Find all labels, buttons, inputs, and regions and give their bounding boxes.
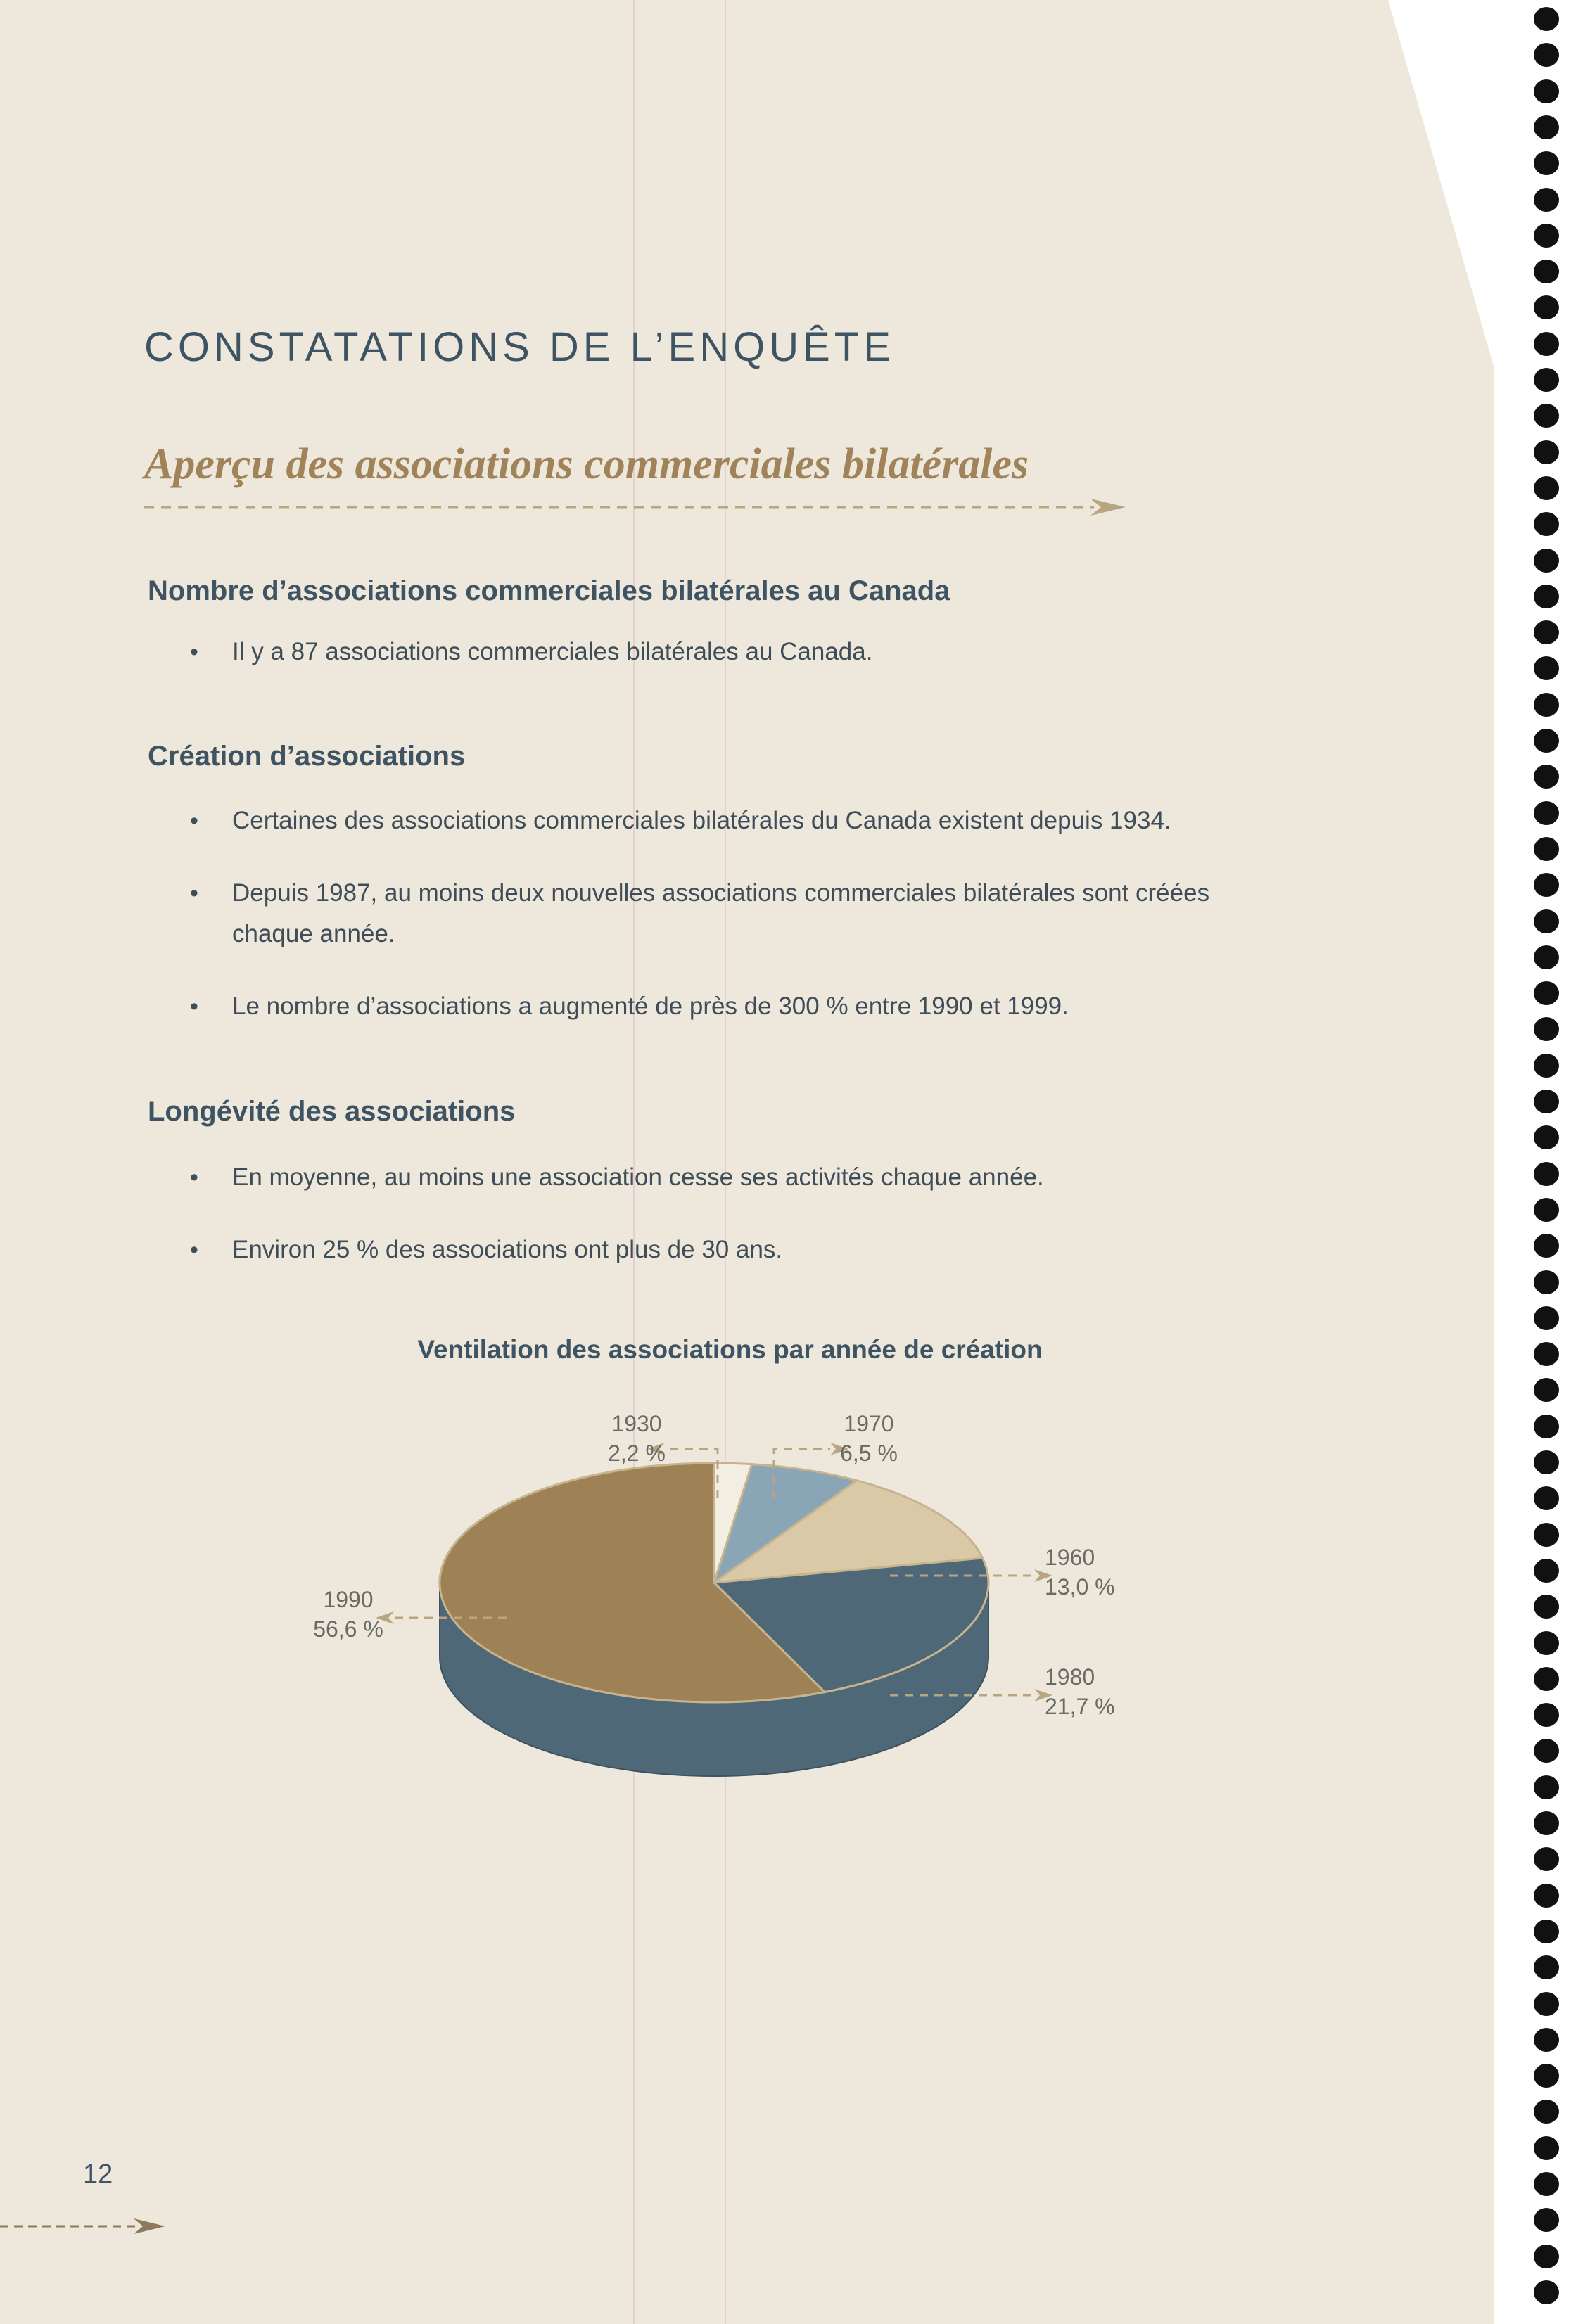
binding-ring bbox=[1534, 1955, 1559, 1979]
binding-ring bbox=[1534, 1125, 1559, 1149]
binding-ring bbox=[1534, 693, 1559, 717]
binding-ring bbox=[1534, 260, 1559, 283]
pie-label-year: 1970 bbox=[844, 1411, 894, 1436]
binding-ring bbox=[1534, 115, 1559, 139]
binding-ring bbox=[1534, 873, 1559, 897]
binding-ring bbox=[1534, 1090, 1559, 1113]
binding-ring bbox=[1534, 837, 1559, 861]
binding-ring bbox=[1534, 801, 1559, 825]
binding-ring bbox=[1534, 1234, 1559, 1258]
binding-ring bbox=[1534, 188, 1559, 212]
binding-ring bbox=[1534, 2208, 1559, 2232]
binding-ring bbox=[1534, 151, 1559, 175]
binding-ring bbox=[1534, 945, 1559, 969]
binding-ring bbox=[1534, 1017, 1559, 1041]
binding-ring bbox=[1534, 1667, 1559, 1691]
chart-title: Ventilation des associations par année de création bbox=[417, 1335, 1043, 1364]
binding-ring bbox=[1534, 224, 1559, 248]
binding-ring bbox=[1534, 2136, 1559, 2160]
bullet-list bbox=[169, 632, 1252, 672]
bullet-list bbox=[169, 800, 1252, 1027]
binding-ring bbox=[1534, 1450, 1559, 1474]
binding-ring bbox=[1534, 295, 1559, 319]
pie-label-value: 2,2 % bbox=[608, 1441, 666, 1466]
binding-ring bbox=[1534, 585, 1559, 608]
binding-ring bbox=[1534, 2028, 1559, 2052]
page-title: CONSTATATIONS DE L’ENQUÊTE bbox=[144, 324, 895, 370]
pie-label-value: 6,5 % bbox=[840, 1441, 898, 1466]
section-subtitle: Aperçu des associations commerciales bilatérales bbox=[144, 440, 1029, 488]
bullet-list bbox=[169, 1157, 1252, 1270]
binding-ring bbox=[1534, 549, 1559, 573]
binding-ring bbox=[1534, 1847, 1559, 1871]
spiral-binding bbox=[1534, 7, 1562, 2321]
binding-ring bbox=[1534, 1775, 1559, 1799]
pie-label-year: 1990 bbox=[323, 1587, 374, 1612]
binding-ring bbox=[1534, 1739, 1559, 1763]
pie-label-value: 56,6 % bbox=[313, 1616, 383, 1642]
footer-dashed-arrow bbox=[0, 2216, 169, 2237]
list-item: • Certaines des associations commerciales bilatérales du Canada existent depuis 1934. bbox=[169, 800, 1252, 841]
binding-ring bbox=[1534, 1703, 1559, 1727]
binding-ring bbox=[1534, 368, 1559, 392]
binding-ring bbox=[1534, 1306, 1559, 1330]
page-number: 12 bbox=[83, 2159, 113, 2189]
pie-slices bbox=[440, 1463, 988, 1702]
binding-ring bbox=[1534, 1811, 1559, 1835]
binding-ring bbox=[1534, 1162, 1559, 1186]
binding-ring bbox=[1534, 43, 1559, 67]
dashed-arrow-rule bbox=[144, 496, 1129, 517]
binding-ring bbox=[1534, 404, 1559, 428]
list-item: • Il y a 87 associations commerciales bilatérales au Canada. bbox=[169, 632, 1252, 672]
binding-ring bbox=[1534, 1486, 1559, 1510]
binding-ring bbox=[1534, 620, 1559, 644]
binding-ring bbox=[1534, 1631, 1559, 1655]
pie-label-year: 1980 bbox=[1045, 1664, 1095, 1690]
binding-ring bbox=[1534, 1415, 1559, 1438]
list-item: • Depuis 1987, au moins deux nouvelles associations commerciales bilatérales sont créées chaque année. bbox=[169, 873, 1252, 954]
binding-ring bbox=[1534, 2245, 1559, 2268]
binding-ring bbox=[1534, 656, 1559, 680]
binding-ring bbox=[1534, 512, 1559, 536]
section-heading: Nombre d’associations commerciales bilatérales au Canada bbox=[148, 575, 950, 606]
pie-label-year: 1960 bbox=[1045, 1545, 1095, 1570]
binding-ring bbox=[1534, 2172, 1559, 2196]
binding-ring bbox=[1534, 729, 1559, 753]
binding-ring bbox=[1534, 2064, 1559, 2088]
binding-ring bbox=[1534, 1595, 1559, 1618]
binding-ring bbox=[1534, 909, 1559, 933]
binding-ring bbox=[1534, 1992, 1559, 2016]
pie-label-value: 13,0 % bbox=[1045, 1574, 1115, 1600]
binding-ring bbox=[1534, 2100, 1559, 2124]
binding-ring bbox=[1534, 1270, 1559, 1294]
binding-ring bbox=[1534, 476, 1559, 500]
pie-chart bbox=[0, 1393, 1460, 1885]
binding-ring bbox=[1534, 1920, 1559, 1943]
binding-ring bbox=[1534, 1884, 1559, 1908]
binding-ring bbox=[1534, 440, 1559, 464]
section-heading: Longévité des associations bbox=[148, 1096, 516, 1127]
binding-ring bbox=[1534, 7, 1559, 31]
binding-ring bbox=[1534, 1559, 1559, 1583]
list-item: • Le nombre d’associations a augmenté de près de 300 % entre 1990 et 1999. bbox=[169, 986, 1252, 1027]
binding-ring bbox=[1534, 1198, 1559, 1222]
binding-ring bbox=[1534, 79, 1559, 103]
binding-ring bbox=[1534, 1378, 1559, 1402]
binding-ring bbox=[1534, 2280, 1559, 2304]
binding-ring bbox=[1534, 981, 1559, 1005]
list-item: • En moyenne, au moins une association cesse ses activités chaque année. bbox=[169, 1157, 1252, 1198]
binding-ring bbox=[1534, 1523, 1559, 1547]
binding-ring bbox=[1534, 1054, 1559, 1078]
pie-label-value: 21,7 % bbox=[1045, 1694, 1115, 1719]
pie-label-year: 1930 bbox=[611, 1411, 662, 1436]
section-heading: Création d’associations bbox=[148, 741, 466, 772]
binding-ring bbox=[1534, 1342, 1559, 1366]
list-item: • Environ 25 % des associations ont plus de 30 ans. bbox=[169, 1230, 1252, 1270]
binding-ring bbox=[1534, 765, 1559, 788]
binding-ring bbox=[1534, 332, 1559, 356]
